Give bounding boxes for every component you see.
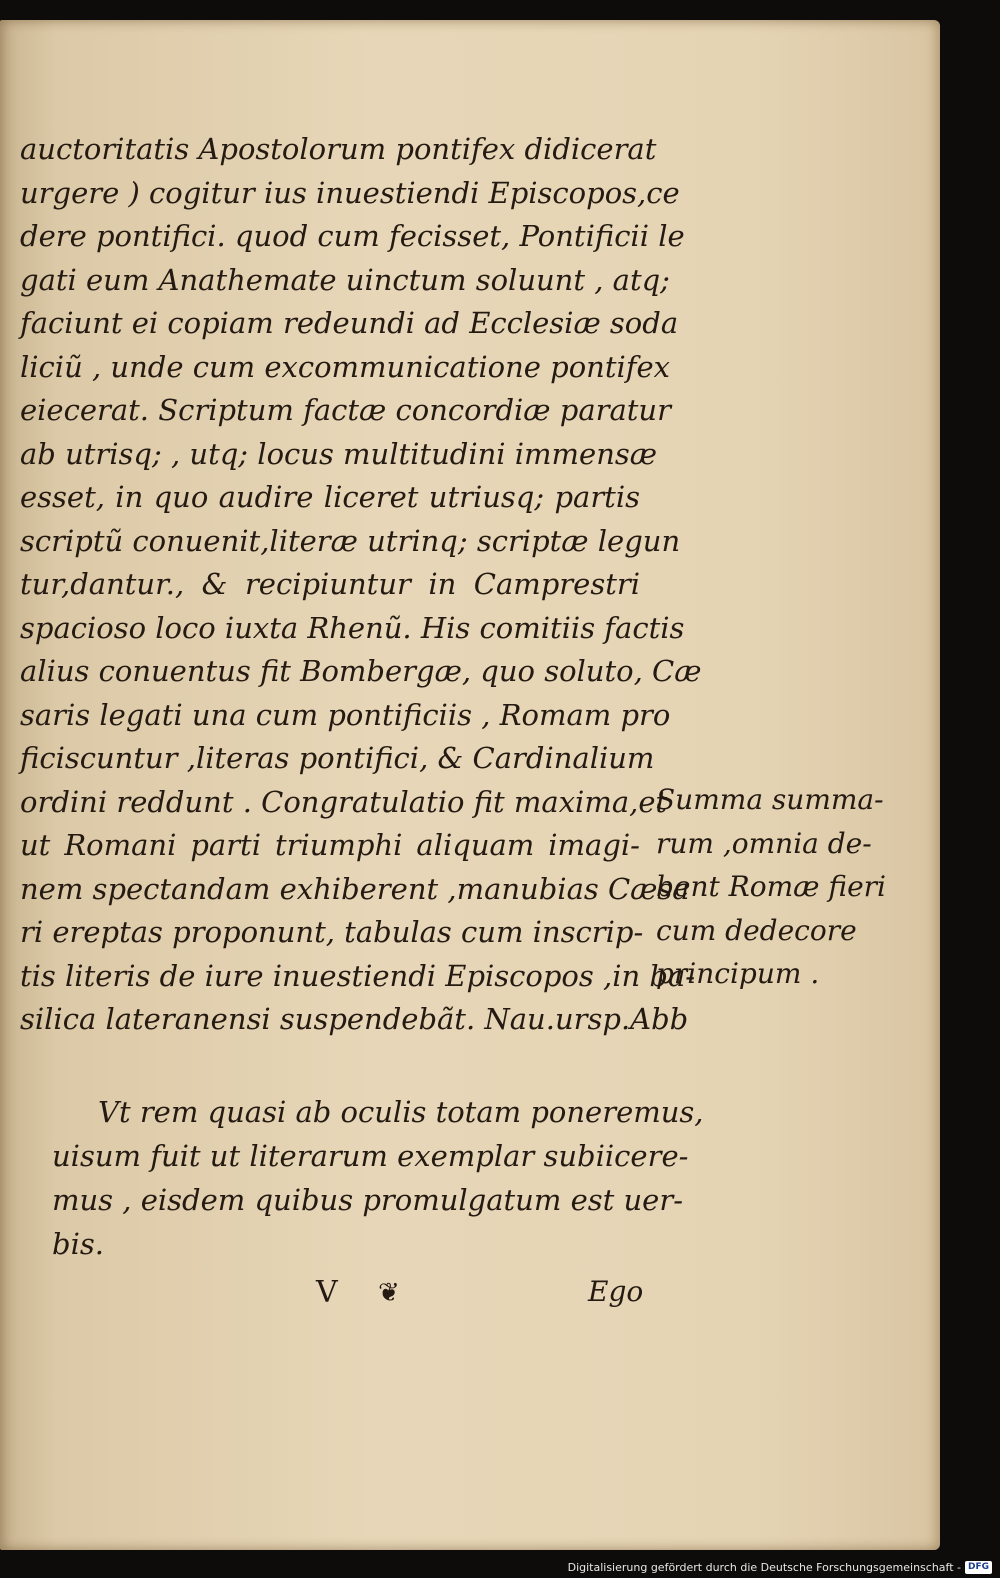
marginal-line: cum dedecore [656, 913, 857, 947]
text-line: uisum fuit ut literarum exemplar subiicere- [52, 1139, 689, 1173]
text-line: tis literis de iure inuestiendi Episcopos ,in ba- [20, 958, 696, 993]
text-line: liciũ , unde cum excommunicatione pontifex [20, 349, 671, 384]
text-line: ficiscuntur ,literas pontifici, & Cardinalium [20, 741, 655, 775]
main-text-block [20, 128, 702, 1042]
ornament-icon: ❦ [378, 1278, 400, 1308]
text-line: saris legati una cum pontificiis , Romam pro [20, 697, 671, 732]
text-line: dere pontifici. quod cum fecisset, Pontificii le [20, 219, 685, 253]
text-line: nem spectandam exhiberent ,manubias Cæsa [20, 871, 690, 906]
text-line: gati eum Anathemate uinctum soluunt , atq; [20, 262, 670, 297]
marginal-line: bent Romæ fieri [656, 870, 886, 903]
footer-text: Digitalisierung gefördert durch die Deutsche Forschungsgemeinschaft - [567, 1561, 961, 1574]
text-line: Vt rem quasi ab oculis totam poneremus, [98, 1095, 704, 1129]
text-line: bis. [52, 1227, 104, 1261]
text-line: scriptũ conuenit,literæ utrinq; scriptæ legun [20, 523, 681, 558]
text-line: ab utrisq; , utq; locus multitudini immensæ [20, 436, 658, 471]
text-line: tur,dantur., & recipiuntur in Camprestri [20, 567, 640, 601]
text-line: auctoritatis Apostolorum pontifex didicerat [20, 132, 657, 166]
text-line: alius conuentus fit Bombergæ, quo soluto, Cæ [20, 654, 702, 688]
dfg-logo: DFG [965, 1561, 992, 1574]
text-line: spacioso loco iuxta Rhenũ. His comitiis factis [20, 610, 685, 645]
text-line: silica lateranensi suspendebãt. Nau.ursp.Abb [20, 1002, 689, 1036]
text-line: ordini reddunt . Congratulatio fit maxima,et [20, 784, 668, 819]
text-line: ri ereptas proponunt, tabulas cum inscrip- [20, 915, 644, 949]
second-paragraph [52, 1090, 704, 1266]
text-line: esset, in quo audire liceret utriusq; partis [20, 480, 640, 514]
text-line: ut Romani parti triumphi aliquam imagi- [20, 828, 640, 862]
catchword: Ego [588, 1275, 644, 1308]
marginal-note [656, 778, 886, 996]
marginal-line: principum . [656, 957, 820, 990]
marginal-line: rum ,omnia de- [656, 826, 872, 860]
text-line: eiecerat. Scriptum factæ concordiæ paratur [20, 393, 671, 427]
footer-credit [568, 1561, 992, 1574]
marginal-line: Summa summa- [656, 783, 884, 816]
signature-mark: V [316, 1275, 338, 1310]
text-line: urgere ) cogitur ius inuestiendi Episcopos,ce [20, 175, 680, 210]
text-line: mus , eisdem quibus promulgatum est uer- [52, 1183, 683, 1217]
text-line: faciunt ei copiam redeundi ad Ecclesiæ soda [20, 306, 679, 340]
